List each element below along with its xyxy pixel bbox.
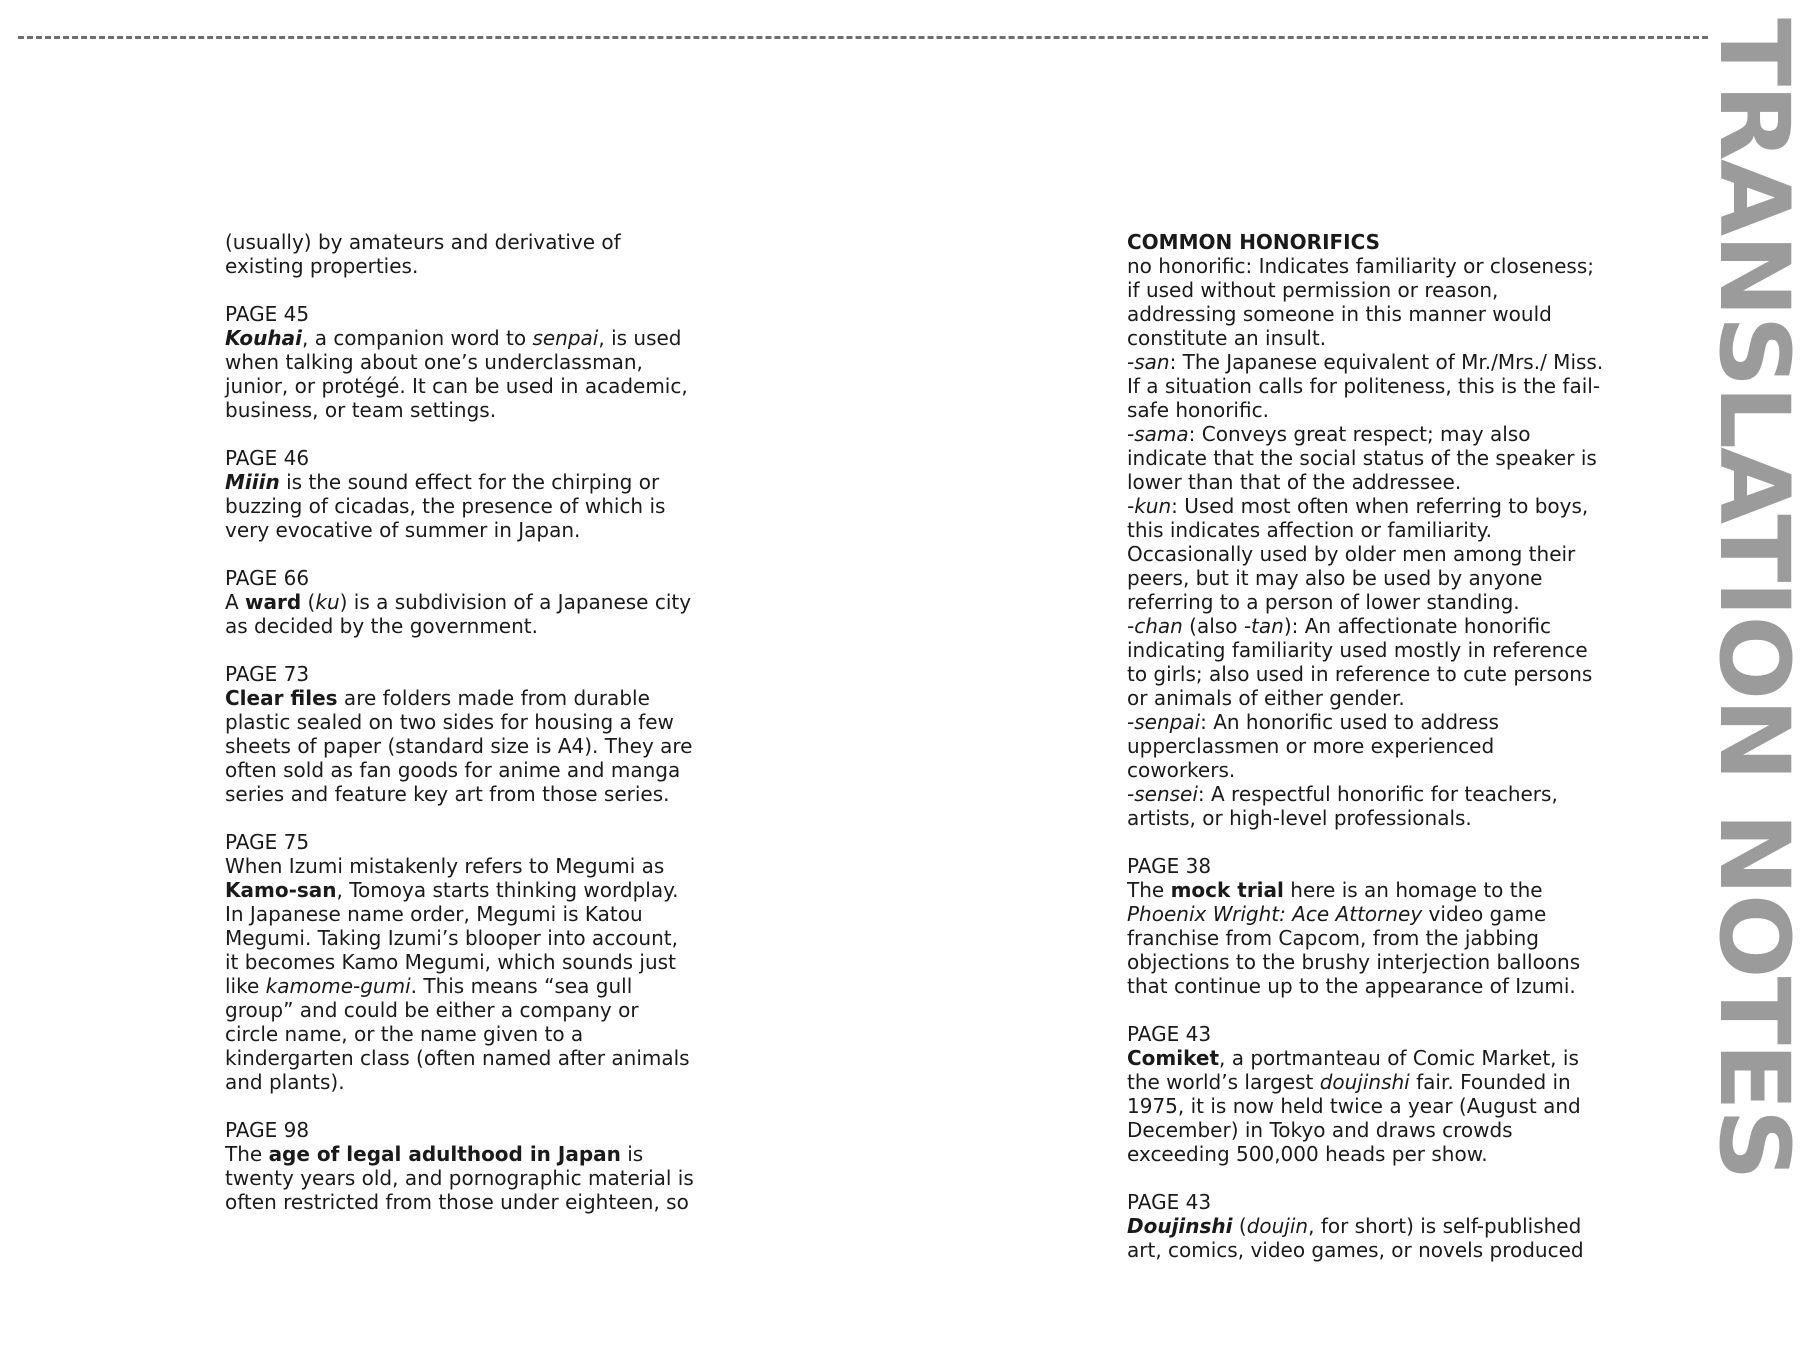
text-run: : Used most often when referring to boys, this indicates affection or familiarity. Occasionally used by older men among their peers, but it may also be used by anyone referring to a person of lower standing. [1127, 494, 1589, 614]
honorific-definition [1127, 422, 1607, 494]
note-entry [225, 566, 695, 638]
text-run: Kouhai [225, 326, 302, 350]
note-body [225, 686, 695, 806]
honorifics-heading: COMMON HONORIFICS [1127, 230, 1381, 254]
note-body [225, 326, 695, 422]
text-run: fair. Founded in 1975, it is now held twice a year (August and December) in Tokyo and draws crowds exceeding 500,000 heads per show. [1127, 1070, 1581, 1166]
page-label: PAGE 46 [225, 446, 310, 470]
note-body [225, 854, 695, 1094]
text-run: (also [1182, 614, 1244, 638]
text-run: -senpai [1127, 710, 1201, 734]
page-label: PAGE 43 [1127, 1022, 1212, 1046]
text-run: -tan [1243, 614, 1284, 638]
note-body [225, 470, 695, 542]
page-label: PAGE 45 [225, 302, 310, 326]
text-run: is the sound effect for the chirping or buzzing of cicadas, the presence of which is very evocative of summer in Japan. [225, 470, 666, 542]
text-run: are folders made from durable plastic sealed on two sides for housing a few sheets of paper (standard size is A4). They are often sold as fan goods for anime and manga series and feature key art from those series. [225, 686, 693, 806]
text-run: , Tomoya starts thinking wordplay. In Japanese name order, Megumi is Katou Megumi. Taking Izumi’s blooper into account, it becomes Kamo Megumi, which sounds just like [225, 878, 679, 998]
text-run: ( [1232, 1214, 1247, 1238]
honorific-definition [1127, 350, 1607, 422]
text-run: age of legal adulthood in Japan [268, 1142, 621, 1166]
left-notes-list [225, 302, 695, 1214]
honorifics-section [1127, 230, 1607, 830]
left-column [225, 230, 695, 1238]
page-label: PAGE 43 [1127, 1190, 1212, 1214]
text-run: : An honorific used to address upperclassmen or more experienced coworkers. [1127, 710, 1499, 782]
continuation-text [225, 230, 695, 278]
honorific-definition [1127, 710, 1607, 782]
page-label: PAGE 38 [1127, 854, 1212, 878]
text-run: -sensei [1127, 782, 1198, 806]
note-entry [1127, 1022, 1607, 1166]
text-run: mock trial [1170, 878, 1284, 902]
honorific-definition [1127, 494, 1607, 614]
text-run: ( [301, 590, 316, 614]
text-run: , a portmanteau of Comic Market, is the world’s largest [1127, 1046, 1579, 1094]
dashed-rule [18, 36, 1708, 39]
note-entry [1127, 854, 1607, 998]
text-run: Doujinshi [1127, 1214, 1233, 1238]
text-run: ): An affectionate honorific indicating familiarity used mostly in reference to girls; also used in reference to cute persons or animals of either gender. [1127, 614, 1593, 710]
page-label: PAGE 73 [225, 662, 310, 686]
text-run: , for short) is self-published art, comics, video games, or novels produced [1127, 1214, 1584, 1262]
right-notes-list [1127, 854, 1607, 1262]
text-run: is twenty years old, and pornographic material is often restricted from those under eighteen, so [225, 1142, 694, 1214]
text-run: -kun [1127, 494, 1172, 518]
honorifics-list [1127, 254, 1607, 830]
text-run: ku [315, 590, 340, 614]
text-run: : Conveys great respect; may also indicate that the social status of the speaker is lower than that of the addressee. [1127, 422, 1597, 494]
note-body [225, 1142, 695, 1214]
page-label: PAGE 98 [225, 1118, 310, 1142]
text-run: no honorific: Indicates familiarity or closeness; if used without permission or reason, addressing someone in this manner would constitute an insult. [1127, 254, 1594, 350]
note-entry [225, 302, 695, 422]
note-body [1127, 1046, 1607, 1166]
note-entry [225, 662, 695, 806]
note-body [1127, 1214, 1607, 1262]
text-run: ) is a subdivision of a Japanese city as decided by the government. [225, 590, 692, 638]
page-label: PAGE 75 [225, 830, 310, 854]
text-run: doujinshi [1319, 1070, 1410, 1094]
text-run: ward [245, 590, 302, 614]
text-run: Phoenix Wright: Ace Attorney [1127, 902, 1423, 926]
text-run: -san [1127, 350, 1170, 374]
text-run: -sama [1127, 422, 1189, 446]
text-run: A [225, 590, 246, 614]
text-run: -chan [1127, 614, 1183, 638]
side-title-text: TRANSLATION NOTES [1698, 18, 1810, 1179]
text-run: The [225, 1142, 269, 1166]
honorific-definition [1127, 782, 1607, 830]
note-entry [225, 830, 695, 1094]
text-run: : A respectful honorific for teachers, artists, or high-level professionals. [1127, 782, 1558, 830]
text-run: , is used when talking about one’s underclassman, junior, or protégé. It can be used in academic, business, or team settings. [225, 326, 688, 422]
right-column [1127, 230, 1607, 1286]
side-title-banner [1698, 0, 1810, 1350]
text-run: kamome-gumi [265, 974, 411, 998]
text-run: : The Japanese equivalent of Mr./Mrs./ Miss. If a situation calls for politeness, this is the fail-safe honorific. [1127, 350, 1604, 422]
note-entry [225, 446, 695, 542]
text-run: Comiket [1127, 1046, 1220, 1070]
text-run: doujin [1246, 1214, 1309, 1238]
text-run: , a companion word to [301, 326, 533, 350]
honorific-definition [1127, 614, 1607, 710]
text-run: Kamo-san [225, 878, 337, 902]
text-run: . This means “sea gull group” and could be either a company or circle name, or the name given to a kindergarten class (often named after animals and plants). [225, 974, 690, 1094]
text-run: When Izumi mistakenly refers to Megumi as [225, 854, 665, 878]
note-body [225, 590, 695, 638]
text-run: Clear files [225, 686, 338, 710]
text-run: here is an homage to the [1283, 878, 1543, 902]
text-run: video game franchise from Capcom, from the jabbing objections to the brushy interjection balloons that continue up to the appearance of Izumi. [1127, 902, 1581, 998]
honorific-definition [1127, 254, 1607, 350]
note-entry [225, 1118, 695, 1214]
note-body [1127, 878, 1607, 998]
text-run: Miiin [225, 470, 280, 494]
continuation-paragraph: (usually) by amateurs and derivative of existing properties. [225, 230, 621, 278]
text-run: senpai [532, 326, 599, 350]
text-run: The [1127, 878, 1171, 902]
page-label: PAGE 66 [225, 566, 310, 590]
note-entry [1127, 1190, 1607, 1262]
